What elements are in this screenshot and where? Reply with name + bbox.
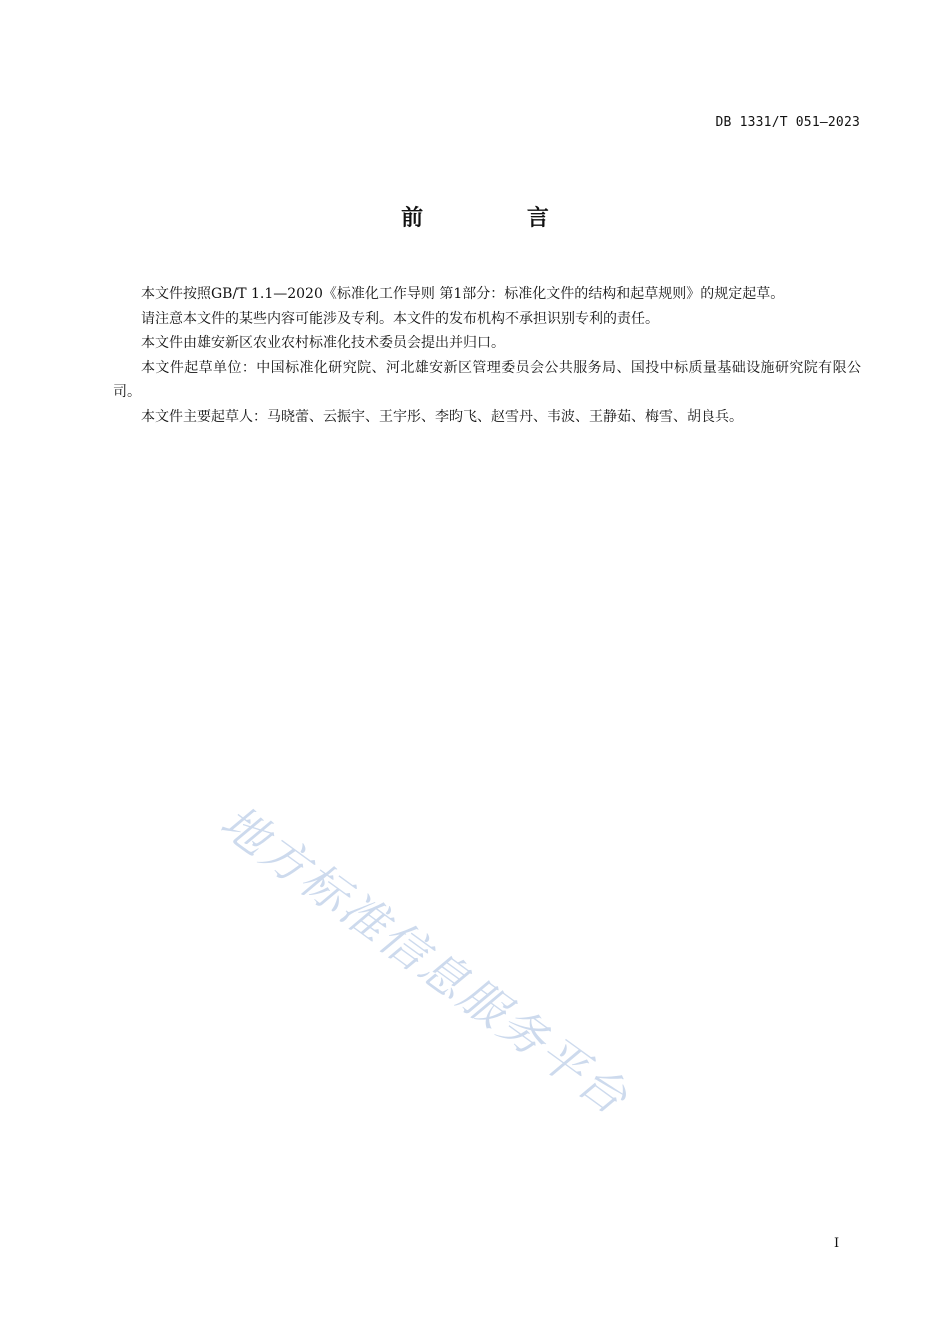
paragraph-drafting-rules: 本文件按照GB/T 1.1—2020《标准化工作导则 第1部分：标准化文件的结构和起草规则》的规定起草。	[141, 286, 785, 302]
paragraph-patent-notice: 请注意本文件的某些内容可能涉及专利。本文件的发布机构不承担识别专利的责任。	[141, 310, 659, 327]
watermark: 地方标准信息服务平台	[210, 794, 640, 1126]
foreword-body	[113, 282, 861, 429]
page-title: 前 言	[401, 206, 597, 231]
paragraph-drafters: 本文件主要起草人：马晓蕾、云振宇、王宇彤、李昀飞、赵雪丹、韦波、王静茹、梅雪、胡良兵。	[141, 408, 743, 425]
paragraph-drafting-units: 本文件起草单位：中国标准化研究院、河北雄安新区管理委员会公共服务局、国投中标质量基础设施研究院有限公司。	[113, 359, 861, 400]
paragraph-proposer: 本文件由雄安新区农业农村标准化技术委员会提出并归口。	[141, 335, 505, 351]
document-code: DB 1331/T 051—2023	[715, 115, 860, 130]
page-number: I	[834, 1236, 840, 1251]
